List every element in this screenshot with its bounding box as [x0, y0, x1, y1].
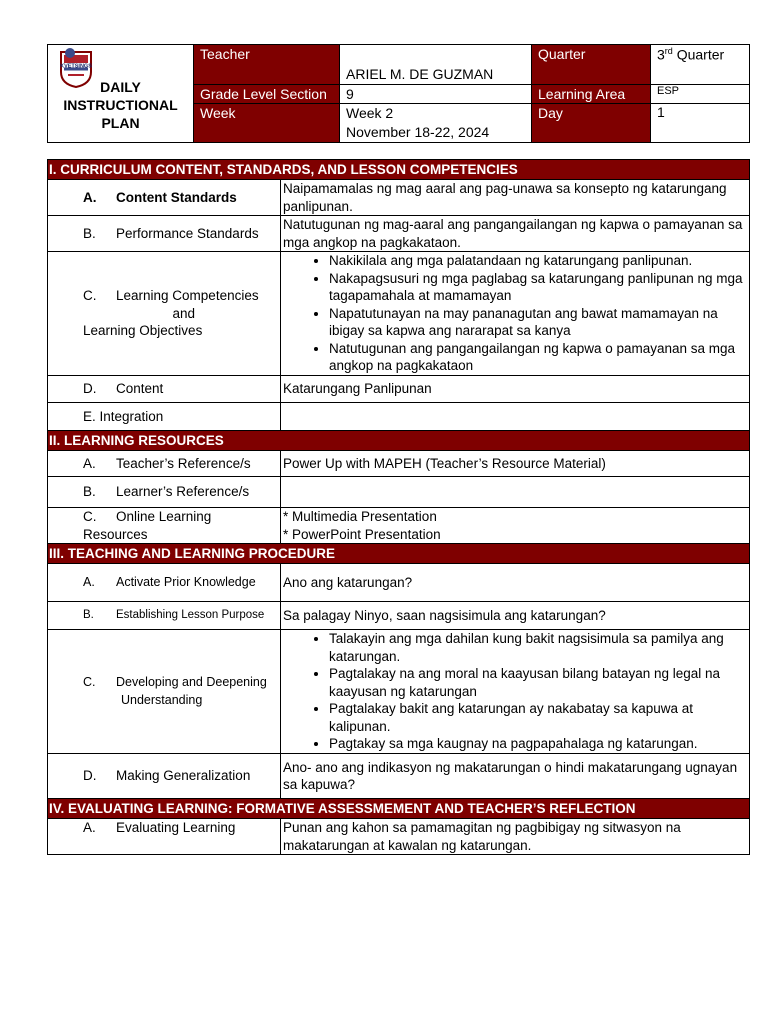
integration-value — [281, 403, 750, 431]
section-procedure-title: III. TEACHING AND LEARNING PROCEDURE — [48, 544, 750, 564]
prior-knowledge-value: Ano ang katarungan? — [281, 564, 750, 602]
section-curriculum-title: I. CURRICULUM CONTENT, STANDARDS, AND LESSON COMPETENCIES — [48, 160, 750, 180]
competencies-label: C. Learning Competencies and Learning Objectives — [48, 252, 281, 376]
day-value: 1 — [651, 104, 750, 143]
grade-label: Grade Level Section — [194, 85, 340, 104]
lesson-plan-table — [47, 159, 750, 855]
lesson-purpose-label: B. Establishing Lesson Purpose — [48, 602, 281, 630]
evaluating-learning-value: Punan ang kahon sa pamamagitan ng pagbibigay ng sitwasyon na makatarungan at kawalan ng katarungan. — [281, 819, 750, 855]
header-table — [47, 44, 750, 143]
week-label: Week — [194, 104, 340, 143]
learner-reference-value — [281, 477, 750, 508]
week-value: Week 2 November 18-22, 2024 — [340, 104, 532, 143]
list-item: • Pagtakay sa mga kaugnay na pagpapahalaga ng katarungan. — [329, 735, 747, 753]
list-item: • Talakayin ang mga dahilan kung bakit nagsisimula sa pamilya ang katarungan. — [329, 630, 747, 665]
online-resources-value: * Multimedia Presentation * PowerPoint Presentation — [281, 508, 750, 544]
list-item: • Pagtalakay bakit ang katarungan ay nakabatay sa kapuwa at kalipunan. — [329, 700, 747, 735]
learner-reference-label: B. Learner’s Reference/s — [48, 477, 281, 508]
content-standards-label: A. Content Standards — [48, 180, 281, 216]
content-standards-value: Naipamamalas ng mag aaral ang pag-unawa sa konsepto ng katarungang panlipunan. — [281, 180, 750, 216]
developing-understanding-label: C. Developing and Deepening Understanding — [48, 630, 281, 754]
developing-understanding-list — [281, 630, 750, 754]
list-item: • Nakikilala ang mga palatandaan ng katarungang panlipunan. — [329, 252, 747, 270]
prior-knowledge-label: A. Activate Prior Knowledge — [48, 564, 281, 602]
online-resources-label: C. Online Learning Resources — [48, 508, 281, 544]
school-logo — [55, 46, 97, 88]
plan-title-cell — [48, 45, 194, 143]
day-label: Day — [532, 104, 651, 143]
teacher-label: Teacher — [194, 45, 340, 85]
grade-value: 9 — [340, 85, 532, 104]
plan-title-line: PLAN — [101, 114, 140, 131]
list-item: • Nakapagsusuri ng mga paglabag sa katarungang panlipunan ng mga tagapamahala at mamamayan — [329, 270, 747, 305]
learning-area-value: ESP — [651, 85, 750, 104]
performance-standards-label: B. Performance Standards — [48, 216, 281, 252]
list-item: • Natutugunan ang pangangailangan ng kapwa o pamayanan sa mga angkop na pagkakataon — [329, 340, 747, 375]
teacher-value: ARIEL M. DE GUZMAN — [340, 45, 532, 85]
plan-title-line: DAILY — [100, 78, 141, 95]
section-evaluation-title: IV. EVALUATING LEARNING: FORMATIVE ASSESSMEMENT AND TEACHER’S REFLECTION — [48, 799, 750, 819]
generalization-label: D. Making Generalization — [48, 754, 281, 799]
teacher-reference-label: A. Teacher’s Reference/s — [48, 451, 281, 477]
plan-title-line: INSTRUCTIONAL — [63, 96, 178, 113]
svg-text:KVETSINGS: KVETSINGS — [60, 63, 92, 70]
evaluating-learning-label: A. Evaluating Learning — [48, 819, 281, 855]
quarter-value: 3rd Quarter — [651, 45, 750, 85]
lesson-purpose-value: Sa palagay Ninyo, saan nagsisimula ang katarungan? — [281, 602, 750, 630]
generalization-value: Ano- ano ang indikasyon ng makatarungan o hindi makatarungang ugnayan sa kapuwa? — [281, 754, 750, 799]
section-resources-title: II. LEARNING RESOURCES — [48, 431, 750, 451]
content-value: Katarungang Panlipunan — [281, 376, 750, 403]
teacher-reference-value: Power Up with MAPEH (Teacher’s Resource Material) — [281, 451, 750, 477]
integration-label: E. Integration — [48, 403, 281, 431]
list-item: • Pagtalakay na ang moral na kaayusan bilang batayan ng legal na kaayusan ng katarungan — [329, 665, 747, 700]
performance-standards-value: Natutugunan ng mag-aaral ang pangangailangan ng kapwa o pamayanan sa mga angkop na pagkakataon. — [281, 216, 750, 252]
quarter-label: Quarter — [532, 45, 651, 85]
learning-area-label: Learning Area — [532, 85, 651, 104]
competencies-list — [281, 252, 750, 376]
list-item: • Napatutunayan na may pananagutan ang bawat mamamayan na ibigay sa kapwa ang nararapat sa kanya — [329, 305, 747, 340]
content-label: D. Content — [48, 376, 281, 403]
